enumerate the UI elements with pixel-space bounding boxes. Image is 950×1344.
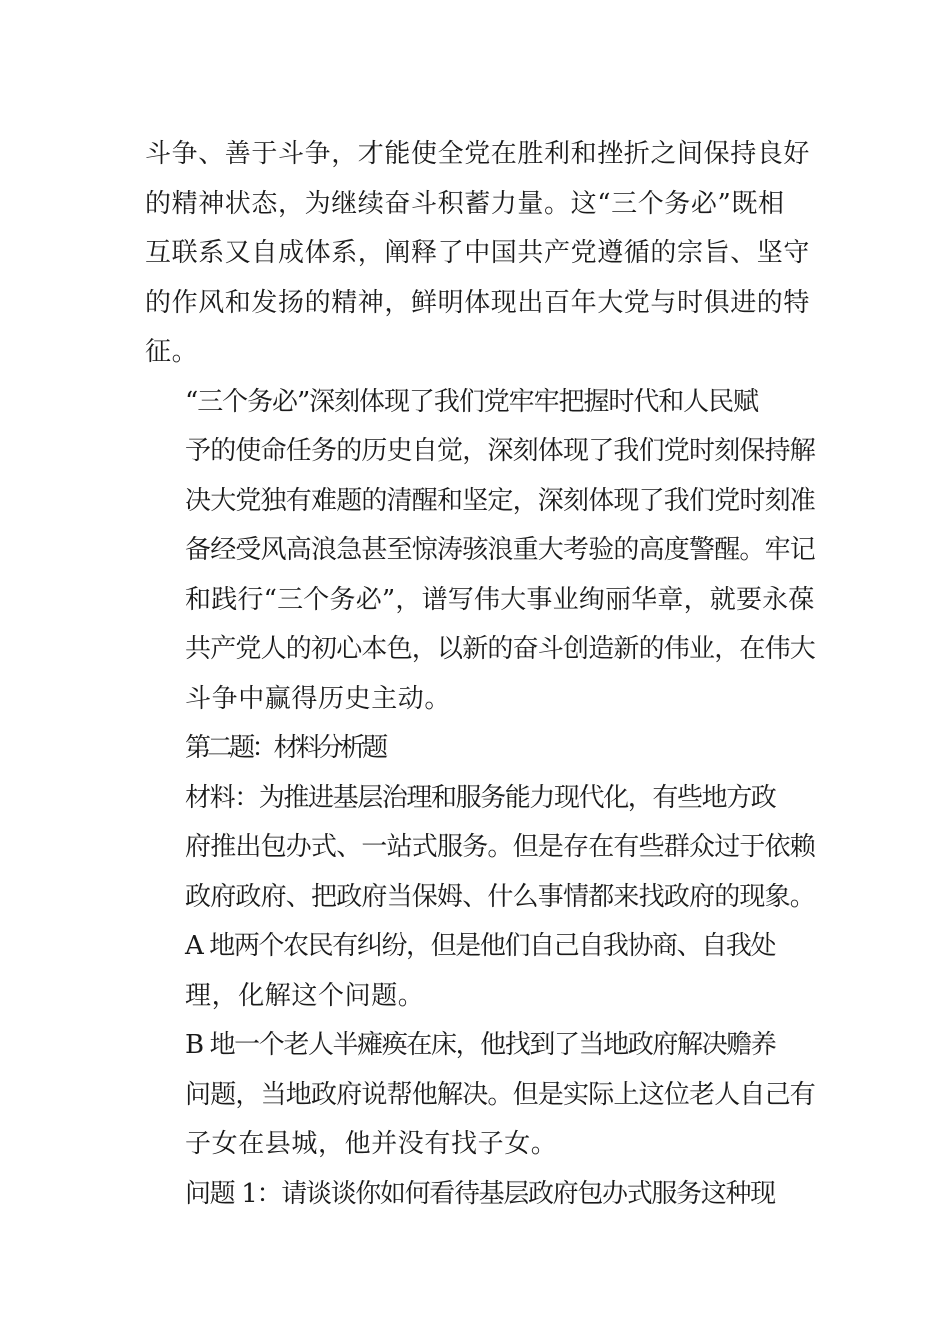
paragraph (145, 724, 815, 774)
text-line: 理，化解这个问题。 (185, 980, 425, 1011)
text-line: 决大党独有难题的清醒和坚定，深刻体现了我们党时刻准 (185, 485, 816, 516)
text-line: 第二题：材料分析题 (185, 733, 385, 763)
text-line: 予的使命任务的历史自觉，深刻体现了我们党时刻保持解 (185, 436, 816, 466)
text-line: B 地一个老人半瘫痪在床，他找到了当地政府解决赡养 (185, 1030, 776, 1060)
text-line: 征。 (145, 337, 199, 367)
paragraph (145, 1170, 815, 1220)
text-line: 子女在县城，他并没有找子女。 (185, 1129, 558, 1159)
text-line: 的精神状态，为继续奋斗积蓄力量。这“三个务必”既相 (145, 188, 785, 219)
document-body (145, 130, 815, 1219)
text-line: 共产党人的初心本色，以新的奋斗创造新的伟业，在伟大 (185, 634, 816, 664)
text-line: A 地两个农民有纠纷，但是他们自己自我协商、自我处 (185, 931, 776, 961)
text-line: 问题，当地政府说帮他解决。但是实际上这位老人自己有 (185, 1079, 816, 1110)
text-line: 斗争、善于斗争，才能使全党在胜利和挫折之间保持良好 (145, 139, 811, 169)
text-line: 府推出包办式、一站式服务。但是存在有些群众过于依赖 (185, 832, 816, 862)
paragraph (145, 1021, 815, 1170)
text-line: 备经受风高浪急甚至惊涛骇浪重大考验的高度警醒。牢记 (185, 535, 816, 565)
text-line: 的作风和发扬的精神，鲜明体现出百年大党与时俱进的特 (145, 287, 811, 318)
text-line: 互联系又自成体系，阐释了中国共产党遵循的宗旨、坚守 (145, 238, 811, 268)
text-line: 政府政府、把政府当保姆、什么事情都来找政府的现象。 (185, 881, 816, 912)
paragraph (145, 378, 815, 725)
paragraph (145, 774, 815, 923)
paragraph (145, 130, 815, 378)
paragraph (145, 922, 815, 1021)
text-line: 问题 1：请谈谈你如何看待基层政府包办式服务这种现 (185, 1178, 775, 1209)
text-line: 和践行“三个务必”，谱写伟大事业绚丽华章，就要永葆 (185, 584, 815, 615)
text-line: 材料：为推进基层治理和服务能力现代化，有些地方政 (185, 782, 776, 813)
text-line: 斗争中赢得历史主动。 (185, 683, 452, 714)
text-line: “三个务必”深刻体现了我们党牢牢把握时代和人民赋 (185, 386, 758, 417)
